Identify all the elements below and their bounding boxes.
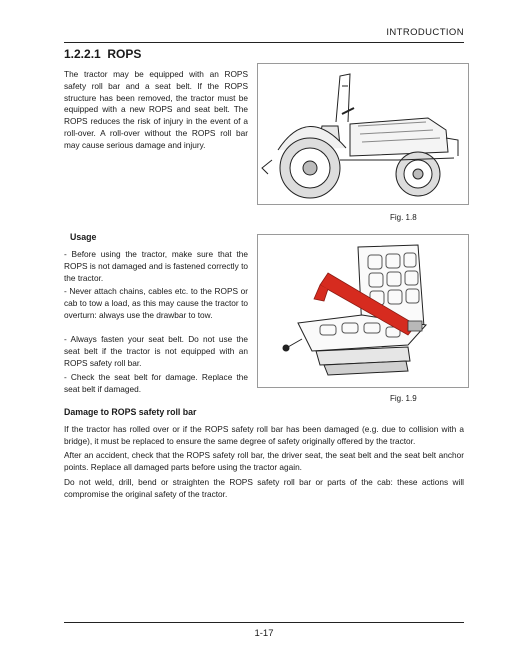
page-number: 1-17 (254, 628, 274, 639)
usage-item: - Before using the tractor, make sure that the ROPS is not damaged and is fastened correctly to the tractor. (64, 249, 249, 283)
header-rule (64, 42, 464, 43)
damage-heading: Damage to ROPS safety roll bar (64, 407, 197, 417)
usage-item: - Always fasten your seat belt. Do not use the seat belt if the tractor is not equipped with an ROPS safety roll bar. (64, 334, 248, 368)
section-number: 1.2.2.1 (64, 47, 101, 61)
tractor-illustration-icon (258, 64, 466, 202)
damage-paragraph: After an accident, check that the ROPS safety roll bar, the driver seat, the seat belt and the seat belt anchor points. Replace all damaged parts before using the tractor again. (64, 450, 464, 472)
figure-1-9-caption: Fig. 1.9 (390, 394, 417, 403)
footer-rule (64, 622, 464, 623)
section-heading (64, 47, 141, 61)
figure-1-8-caption: Fig. 1.8 (390, 213, 417, 222)
damage-paragraph: If the tractor has rolled over or if the ROPS safety roll bar has been damaged (e.g. due to collision with a bridge), it must be replaced to ensure the same degree of safety originally offered by the tractor. (64, 424, 464, 446)
section-title: ROPS (107, 47, 142, 61)
seat-belt-illustration-icon (258, 235, 466, 385)
figure-1-8 (257, 63, 469, 205)
figure-1-9 (257, 234, 469, 388)
usage-item: - Check the seat belt for damage. Replace the seat belt if damaged. (64, 372, 248, 394)
usage-item: - Never attach chains, cables etc. to the ROPS or cab to tow a load, as this may cause the tractor to overturn: always use the drawbar to tow. (64, 286, 248, 320)
usage-heading: Usage (70, 232, 97, 242)
running-header: INTRODUCTION (386, 27, 464, 38)
intro-paragraph: The tractor may be equipped with an ROPS safety roll bar and a seat belt. If the ROPS structure has been removed, the tractor must be equipped with a new ROPS and seat belt. The ROPS reduces the risk of injury in the event of a roll-over. A roll-over without the ROPS roll bar may cause serious damage and injury. (64, 69, 248, 150)
damage-paragraph: Do not weld, drill, bend or straighten the ROPS safety roll bar or parts of the cab: these actions will compromise the original safety of the tractor. (64, 477, 464, 499)
